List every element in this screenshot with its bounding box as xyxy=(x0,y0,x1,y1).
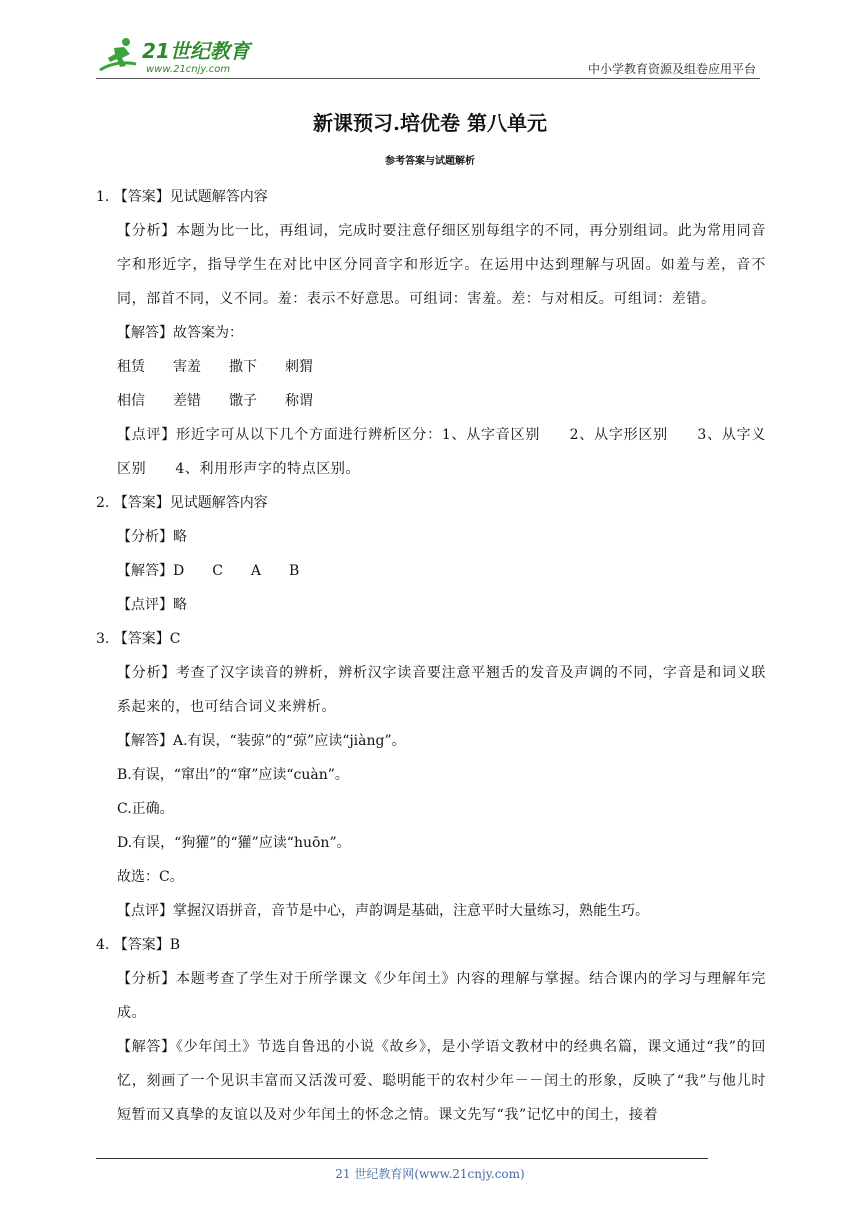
content-line: 4. 【答案】B xyxy=(96,937,181,953)
content-line: 2. 【答案】见试题解答内容 xyxy=(96,495,268,511)
runner-icon xyxy=(100,38,136,70)
header-divider xyxy=(96,78,760,79)
content-line: 【解答】D C A B xyxy=(117,563,300,579)
content-line: 故选：C。 xyxy=(117,869,184,885)
content-line: 【分析】略 xyxy=(117,529,187,545)
content-line: 【点评】形近字可从以下几个方面进行辨析区分：1、从字音区别 2、从字形区别 3、从字义区别 4、利用形声字的特点区别。 xyxy=(117,427,766,477)
content-line: 1. 【答案】见试题解答内容 xyxy=(96,189,268,205)
content-line: 租赁 害羞 撒下 刺猬 xyxy=(117,359,313,375)
page-subtitle: 参考答案与试题解析 xyxy=(385,156,475,167)
page-title: 新课预习.培优卷 第八单元 xyxy=(313,111,547,135)
platform-name: 中小学教育资源及组卷应用平台 xyxy=(587,62,756,76)
content-line: 【解答】《少年闰土》节选自鲁迅的小说《故乡》，是小学语文教材中的经典名篇，课文通过“我”的回忆，刻画了一个见识丰富而又活泼可爱、聪明能干的农村少年－－闰土的形象，反映了“我”与他儿时短暂而又真挚的友谊以及对少年闰土的怀念之情。课文先写“我”记忆中的闰土，接着 xyxy=(117,1039,766,1123)
content-line: 相信 差错 馓子 称谓 xyxy=(117,393,313,409)
logo-21cnjy xyxy=(96,34,271,76)
page-header xyxy=(96,30,760,80)
content-line: 【点评】掌握汉语拼音，音节是中心，声韵调是基础，注意平时大量练习，熟能生巧。 xyxy=(117,903,649,919)
content-line: D.有误，“狗獾”的“獾”应读“huōn”。 xyxy=(117,835,351,851)
content-line: 【分析】考查了汉字读音的辨析，辨析汉字读音要注意平翘舌的发音及声调的不同，字音是和词义联系起来的，也可结合词义来辨析。 xyxy=(117,665,766,715)
page-footer: 21 世纪教育网(www.21cnjy.com) xyxy=(335,1167,525,1181)
content-line: 【解答】A.有误，“装弶”的“弶”应读“jiàng”。 xyxy=(117,733,406,749)
content-line: 3. 【答案】C xyxy=(96,631,181,647)
content-line: 【解答】故答案为： xyxy=(117,325,243,341)
footer-divider xyxy=(96,1158,708,1159)
content-line: C.正确。 xyxy=(117,801,174,817)
answer-content xyxy=(96,180,766,1132)
content-line: B.有误，“窜出”的“窜”应读“cuàn”。 xyxy=(117,767,349,783)
logo-url: www.21cnjy.com xyxy=(146,64,231,75)
content-line: 【点评】略 xyxy=(117,597,187,613)
content-line: 【分析】本题为比一比，再组词，完成时要注意仔细区别每组字的不同，再分别组词。此为常用同音字和形近字，指导学生在对比中区分同音字和形近字。在运用中达到理解与巩固。如羞与差，音不同，部首不同，义不同。羞：表示不好意思。可组词：害羞。差：与对相反。可组词：差错。 xyxy=(117,223,766,307)
content-line: 【分析】本题考查了学生对于所学课文《少年闰土》内容的理解与掌握。结合课内的学习与理解年完成。 xyxy=(117,971,766,1021)
logo-text: 21世纪教育 xyxy=(142,39,250,63)
